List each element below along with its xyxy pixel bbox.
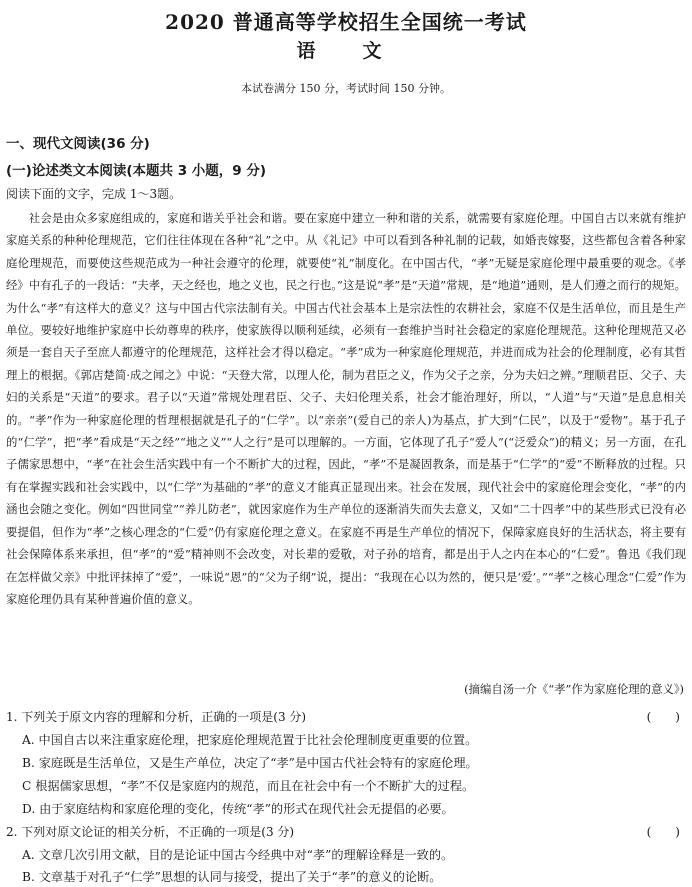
option-d[interactable]: D. 由于家庭结构和家庭伦理的变化，传统“孝”的形式在现代社会无提倡的必要。 [22, 802, 454, 816]
question-stem: 2. 下列对原文论证的相关分析，不正确的一项是(3 分) [6, 825, 295, 839]
sub-section-heading: (一)论述类文本阅读(本题共 3 小题，9 分) [6, 163, 267, 179]
question-2 [6, 823, 686, 840]
option-a[interactable]: A. 文章几次引用文献，目的是论证中国古今经典中对“孝”的理解诠释是一致的。 [22, 848, 454, 862]
reading-instruction: 阅读下面的文字，完成 1～3题。 [6, 187, 182, 201]
section-heading: 一、现代文阅读(36 分) [6, 136, 150, 152]
question-stem: 1. 下列关于原文内容的理解和分析，正确的一项是(3 分) [6, 710, 307, 724]
answer-bracket[interactable]: ( ) [646, 825, 680, 839]
passage-source: (摘编自汤一介《“孝”作为家庭伦理的意义》) [464, 682, 684, 696]
option-a[interactable]: A. 中国自古以来注重家庭伦理，把家庭伦理规范置于比社会伦理制度更重要的位置。 [22, 733, 478, 747]
option-c[interactable]: C 根据儒家思想，“孝”不仅是家庭内的规范，而且在社会中有一个不断扩大的过程。 [22, 779, 475, 793]
answer-bracket[interactable]: ( ) [646, 710, 680, 724]
exam-note: 本试卷满分 150 分，考试时间 150 分钟。 [241, 82, 451, 95]
option-b[interactable]: B. 文章基于对孔子“仁学”思想的认同与接受，提出了关于“孝”的意义的论断。 [22, 870, 442, 884]
reading-passage: 社会是由众多家庭组成的，家庭和谐关乎社会和谐。要在家庭中建立一种和谐的关系，就需要有家庭伦理。中国自古以来就有维护家庭关系的种种伦理规范，它们往往体现在各种“礼”之中。从《礼记》中可以看到各种礼制的记载，如婚丧嫁娶，这些都包含着各种家庭伦理规范，而要使这些规范成为一种社会遵守的伦理，就要使“礼”制度化。在中国古代，“孝”无疑是家庭伦理中最重要的观念。《孝经》中有孔子的一段话：“夫孝，天之经也，地之义也，民之行也。”这是说“孝”是“天道”常规，是“地道”通则，是人们遵之而行的规矩。为什么“孝”有这样大的意义？这与中国古代宗法制有关。中国古代社会基本上是宗法性的农耕社会，家庭不仅是生活单位，而且是生产单位。要较好地维护家庭中长幼尊卑的秩序，使家族得以顺利延续，必须有一套维护当时社会稳定的家庭伦理规范。这种伦理规范又必须是一套自天子至庶人都遵守的伦理规范，这样社会才得以稳定。“孝”成为一种家庭伦理规范，并进而成为社会的伦理制度，必有其哲理上的根据。《郭店楚简·成之闻之》中说：“天登大常，以理人伦，制为君臣之义，作为父子之亲，分为夫妇之辨。”理顺君臣、父子、夫妇的关系是“天道”的要求。君子以“天道”常规处理君臣、父子、夫妇伦理关系，社会才能治理好，所以，“人道”与“天道”是息息相关的。“孝”作为一种家庭伦理的哲理根据就是孔子的“仁学”。以“亲亲”(爱自己的亲人)为基点，扩大到“仁民”，以及于“爱物”。基于孔子的“仁学”，把“孝”看成是“天之经”“地之义”“人之行”是可以理解的。一方面，它体现了孔子“爱人”(“泛爱众”)的精义；另一方面，在孔子儒家思想中，“孝”在社会生活实践中有一个不断扩大的过程，因此，“孝”不是凝固教条，而是基于“仁学”的“爱”不断释放的过程。只有在掌握实践和社会实践中，以“仁学”为基础的“孝”的意义才能真正显现出来。社会在发展，现代社会中的家庭伦理会变化，“孝”的内涵也会随之变化。例如“四世同堂”“养儿防老”，就因家庭作为生产单位的逐渐消失而失去意义，又如“二十四孝”中的某些形式已没有必要提倡，但作为“孝”之核心理念的“仁爱”仍有家庭伦理之意义。在家庭不再是生产单位的情况下，保障家庭良好的生活状态，将主要有社会保障体系来承担，但“孝”的“爱”精神则不会改变，对长辈的爱敬，对子孙的培育，都是出于人之内在本心的“仁爱”。鲁迅《我们现在怎样做父亲》中批评抹掉了“爱”，一味说“恩”的“父为子纲”说，提出：“我现在心以为然的，便只是‘爱’。”“孝”之核心理念“仁爱”作为家庭伦理仍具有某种普遍价值的意义。 [6, 211, 686, 606]
option-b[interactable]: B. 家庭既是生活单位，又是生产单位，决定了“孝”是中国古代社会特有的家庭伦理。 [22, 756, 478, 770]
exam-title: 2020 普通高等学校招生全国统一考试 [165, 10, 527, 34]
question-1 [6, 708, 686, 725]
subject-title: 语 文 [296, 40, 396, 62]
